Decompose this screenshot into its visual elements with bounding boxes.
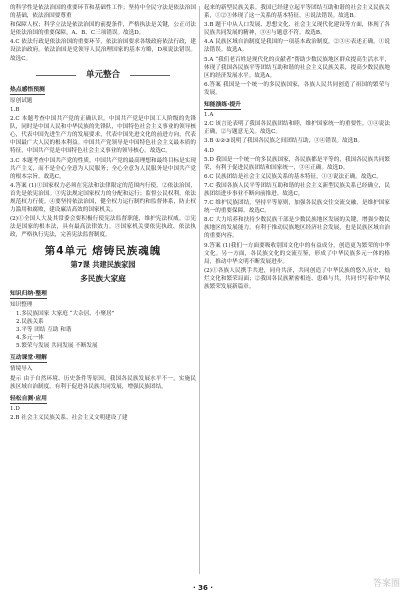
answer-item: 5.D 我国是一个统一的多民族国家，各民族都是平等的，我国各民族共同繁荣，有利于促进民族团结和国家统一，③④正确。故选D。 xyxy=(204,156,390,171)
text-paragraph: 和保障人权；科学立法是依法治国的前提条件，严格执法是关键，公正司法是依法治国的重要保障。A、B、C三项错误。故选D。 xyxy=(10,22,196,37)
answer-item: 2.B 社会主义民族关系、社会主义文明建设了建 xyxy=(10,414,128,421)
list-item: 3.平等 团结 互助 和谐 xyxy=(16,327,72,334)
left-column xyxy=(10,4,196,423)
list-item: 5.繁荣与发展 共同发展 不断发展 xyxy=(16,343,98,350)
answer-item: 1.A xyxy=(204,112,214,119)
page-number: · 36 · xyxy=(193,584,213,592)
list-item: 2.民族关系 xyxy=(16,319,44,325)
answer-item: 2.C 本题考查中国共产党的正确认识。中国共产党是中国工人阶级的先锋队，同时是中国人民和中华民族的先锋队，中国特色社会主义事业的领导核心，代表中国先进生产力的发展要求，代表中国先进文化的前进方向，代表中国最广大人民的根本利益。中国共产党领导是中国特色社会主义最本质的特征，中国共产党是中国特色社会主义事业的领导核心。故选C。 xyxy=(10,116,196,155)
answer-item: 3.C 本题考查中国共产党的性质。中国共产党的最高理想和最终目标是实现共产主义，而不是全心全意为人民服务；全心全意为人民服务是中国共产党的根本宗旨。故选C。 xyxy=(10,157,196,180)
text-paragraph: 4.C 依法行政是依法治国的重要环节，依法治国要求各级政府依法行政，建设法治政府。依法治国是党领导人民治理国家的基本方略，D项说法错误。故选C。 xyxy=(10,39,196,62)
answer-item: 1.D xyxy=(10,405,20,412)
list-item: 1.多民族国家 大家庭 “大杂居、小聚居” xyxy=(16,310,115,317)
answer-item: 8.C 大力培养和扶持少数民族干部是少数民族地区发展的关键，增强少数民族地区的发展能力，有利于推动民族地区经济社会发展，也是民族区域自治的重要内容。 xyxy=(204,217,390,240)
answer-item: 4.A 民族区域自治制度是我国的一项基本政治制度，②③④表述正确。①说法错误。故选A。 xyxy=(204,39,390,54)
unit-title: 第4单元 熔铸民族魂魄 xyxy=(44,245,162,258)
answer-item: 4.答案 (1)①国家权力必须在宪法和法律限定的范围内行使。②依法治国，首先是依宪治国。③宪法规定国家权力的分配和运行；监督公民权利，依法规范权力行使。④要坚持依法治国，健全权力运行制约和监督体系，防止权力滥用和腐败，建设廉洁高效的国家机关。 xyxy=(10,182,196,214)
inquiry-tag: 互动课堂·理解 xyxy=(10,354,47,363)
practice-sub: 原创试题 xyxy=(10,97,33,104)
answer-item: 6.C 民族团结是社会主义民族关系的基本特征，①③说法正确。故选C。 xyxy=(204,173,382,180)
answer-item: 2.C 该言论表明了我国各民族团结和睦，维护国家统一的重要性。①④说法正确，②与题意无关。故选C。 xyxy=(204,121,390,136)
answer-item: 3.B ①②③说明了我国各民族之间团结互助，③④错误。故选B。 xyxy=(204,138,364,145)
list-item: 4.多元一体 xyxy=(16,335,44,342)
text-paragraph: 提示 由于自然环境、历史条件等原因，我国各民族发展水平不一，实施民族区域自治制度，有利于促进各民族共同发展，增强民族团结。 xyxy=(10,375,196,390)
left-intro xyxy=(10,4,196,63)
unit-review-title: 单元整合 xyxy=(10,71,196,79)
column-divider xyxy=(199,6,200,574)
answer-item: 3.B 题干中从人口发展、思想文化、社会主义现代化建设等方面，体现了各民族共同发展的精神，③④与题意不符。故选B。 xyxy=(204,22,390,37)
answer-item: (2)①各族人民携手共进，同舟共济，共同创造了中华民族的悠久历史、灿烂文化和繁荣局面；②我国各民族紧密相连、患难与共，共同书写着中华民族繁荣发展新篇章。 xyxy=(204,267,390,290)
answer-item: 4.D xyxy=(204,147,214,154)
answer-item: 7.C 我国各族人民平等团结互助和谐的社会主义新型民族关系已经确立，民族团结进步事业不断向前推进。故选C。 xyxy=(204,182,390,197)
knowledge-tag: 知识归纳·整理 xyxy=(10,290,47,299)
knowledge-sub: 知识整理 xyxy=(10,301,33,308)
answer-item: 1.B xyxy=(10,106,20,113)
skill-tag: 轻松自测·应用 xyxy=(10,395,47,404)
right-column xyxy=(204,4,390,292)
watermark-logo: 答案圈 xyxy=(372,579,400,589)
lesson-title: 第7课 共建民族家园 xyxy=(70,259,136,269)
inquiry-sub: 情境导入 xyxy=(10,366,33,373)
drill-tag: 知能演练·提升 xyxy=(204,101,241,110)
answer-item: 7.C 维护民族团结，坚持平等原则，加强各民族交往交流交融，是维护国家统一的重要保障。故选C。 xyxy=(204,200,390,215)
text-paragraph: 的科学性是依法治国的重要环节和基础性工作；坚持中全民守法是依法治国的基础，依法治国要尊重 xyxy=(10,5,196,20)
answer-item: 6.答案 我国是一个统一的多民族国家，各族人民共同创造了祖国的繁荣与发展。 xyxy=(204,81,390,96)
practice-tag: 热点感悟预测 xyxy=(10,86,45,95)
answer-item: 9.答案 (1)我们一方面要吸收别国文化中的有益成分，创造更为繁荣的中华文化。另一方面，各民族文化的交流互鉴，形成了中华民族多元一体的格局，推动中华文明不断发展进步。 xyxy=(204,242,390,265)
section-title: 多民族大家庭 xyxy=(80,273,126,283)
answer-item: (2)①全国人大及其常委会要积极行使宪法监督职能，维护宪法权威。②宪法是国家的根本法，具有最高法律效力。③国家机关要依宪执政、依法执政，严格执行宪法，完善宪法监督制度。 xyxy=(10,216,196,239)
answer-item: 起来的新型民族关系。我国已经建立起平等团结互助和谐的社会主义民族关系，①②③体现了这一关系的基本特征。④说法错误。故选B。 xyxy=(204,5,390,20)
answer-item: 5.A “我们老百姓是现代化的贡献者”帮助少数民族地区群众提高生活水平，体现了我国各民族平等团结互助和谐的社会主义民族关系，提高少数民族地区的经济发展水平。故选A。 xyxy=(204,56,390,79)
knowledge-list xyxy=(16,310,196,350)
